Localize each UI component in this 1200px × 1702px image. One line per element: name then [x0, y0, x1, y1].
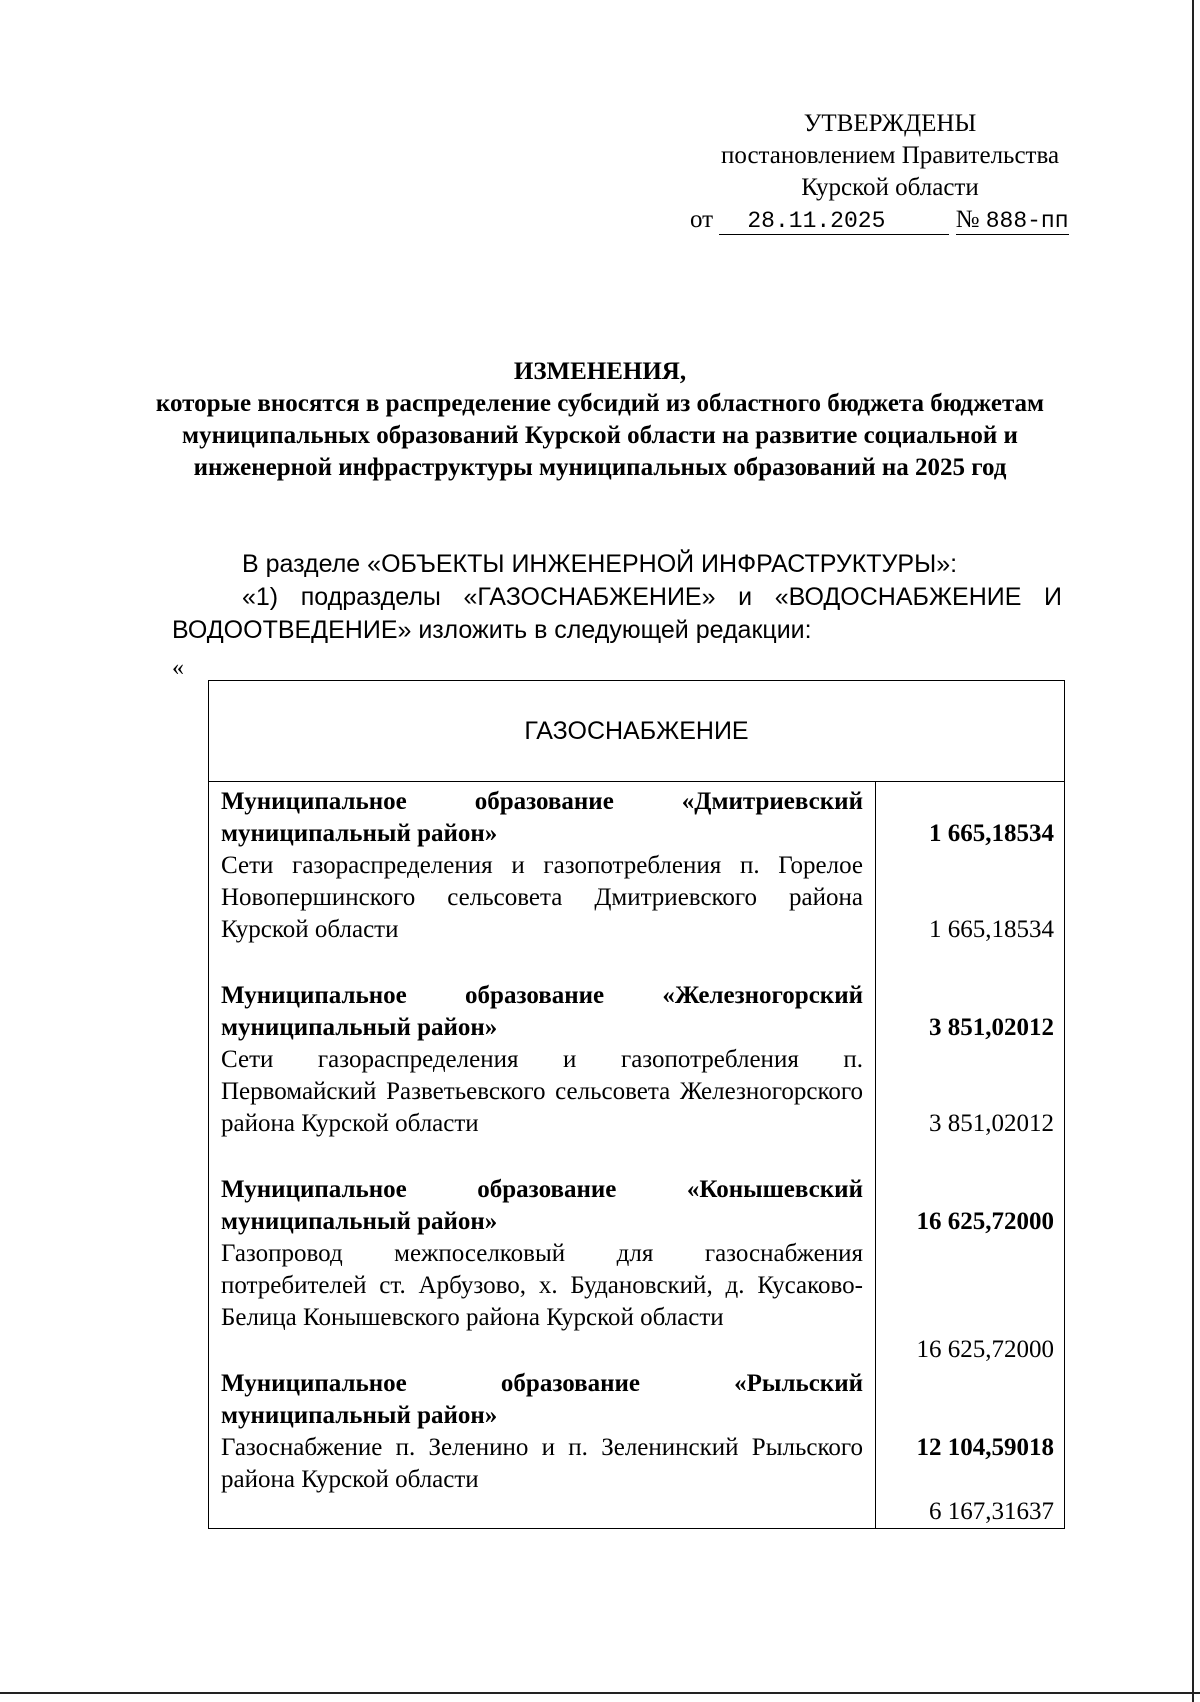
object-name: Газопровод межпоселковый для газоснабжения потребителей ст. Арбузово, х. Будановский, д. Кусаково-Белица Конышевского района Курской области: [221, 1240, 863, 1331]
approval-block: [690, 108, 1090, 236]
subsidy-table: [208, 680, 1065, 1529]
municipality-total: 3 851,02012: [929, 1014, 1055, 1041]
object-name: Газоснабжение п. Зеленино и п. Зеленинский Рыльского района Курской области: [221, 1434, 863, 1493]
intro-text: [172, 548, 1062, 647]
object-name: Сети газораспределения и газопотребления п. Горелое Новопершинского сельсовета Дмитриевского района Курской области: [221, 852, 863, 943]
title-subtitle: которые вносятся в распределение субсидий из областного бюджета бюджетам муниципальных образований Курской области на развитие социальной и инженерной инфраструктуры муниципальных образований на 2025 год: [155, 390, 1045, 481]
title-heading: ИЗМЕНЕНИЯ,: [513, 358, 687, 385]
entry-konyshev: [221, 1174, 863, 1334]
document-title: [140, 356, 1060, 484]
municipality-name: Муниципальное образование «Конышевский муниципальный район»: [221, 1176, 863, 1235]
approval-line-1: УТВЕРЖДЕНЫ: [803, 110, 977, 137]
entry-zheleznogorsk: [221, 980, 863, 1140]
object-value: 3 851,02012: [929, 1110, 1055, 1137]
approval-line-2: постановлением Правительства: [720, 142, 1060, 169]
table-body-row: [209, 782, 1065, 1529]
approval-number: 888-пп: [985, 208, 1069, 234]
values-column: [876, 782, 1065, 1529]
section-title: ГАЗОСНАБЖЕНИЕ: [209, 681, 1065, 782]
section-row: [209, 681, 1065, 782]
values-rylsk: [876, 1400, 1064, 1528]
intro-paragraph-1: В разделе «ОБЪЕКТЫ ИНЖЕНЕРНОЙ ИНФРАСТРУКТУРЫ»:: [242, 550, 958, 578]
municipality-name: Муниципальное образование «Железногорский муниципальный район»: [221, 982, 863, 1041]
intro-paragraph-2: «1) подразделы «ГАЗОСНАБЖЕНИЕ» и «ВОДОСНАБЖЕНИЕ И ВОДООТВЕДЕНИЕ» изложить в следующей редакции:: [172, 583, 1062, 644]
values-zheleznogorsk: [876, 980, 1064, 1140]
values-dmitriev: [876, 786, 1064, 946]
approval-date: 28.11.2025: [719, 208, 949, 235]
approval-date-row: [690, 204, 1090, 236]
object-value: 1 665,18534: [929, 916, 1055, 943]
entry-dmitriev: [221, 786, 863, 946]
number-prefix: №: [955, 206, 980, 233]
date-prefix: от: [690, 206, 714, 233]
approval-line-3: Курской области: [801, 174, 979, 201]
municipality-name: Муниципальное образование «Дмитриевский муниципальный район»: [221, 788, 863, 847]
object-value: 16 625,72000: [916, 1336, 1055, 1363]
municipality-name: Муниципальное образование «Рыльский муниципальный район»: [221, 1370, 863, 1429]
scan-border-bottom: [0, 1692, 1200, 1694]
municipality-total: 16 625,72000: [916, 1208, 1055, 1235]
scan-border-right: [1192, 0, 1194, 1702]
opening-quote: «: [172, 655, 184, 681]
object-name: Сети газораспределения и газопотребления п. Первомайский Разветьевского сельсовета Железногорского района Курской области: [221, 1046, 863, 1137]
municipality-total: 1 665,18534: [929, 820, 1055, 847]
object-value: 6 167,31637: [929, 1498, 1055, 1525]
entry-rylsk: [221, 1368, 863, 1496]
municipality-total: 12 104,59018: [916, 1434, 1055, 1461]
names-column: [209, 782, 876, 1529]
values-konyshev: [876, 1174, 1064, 1366]
